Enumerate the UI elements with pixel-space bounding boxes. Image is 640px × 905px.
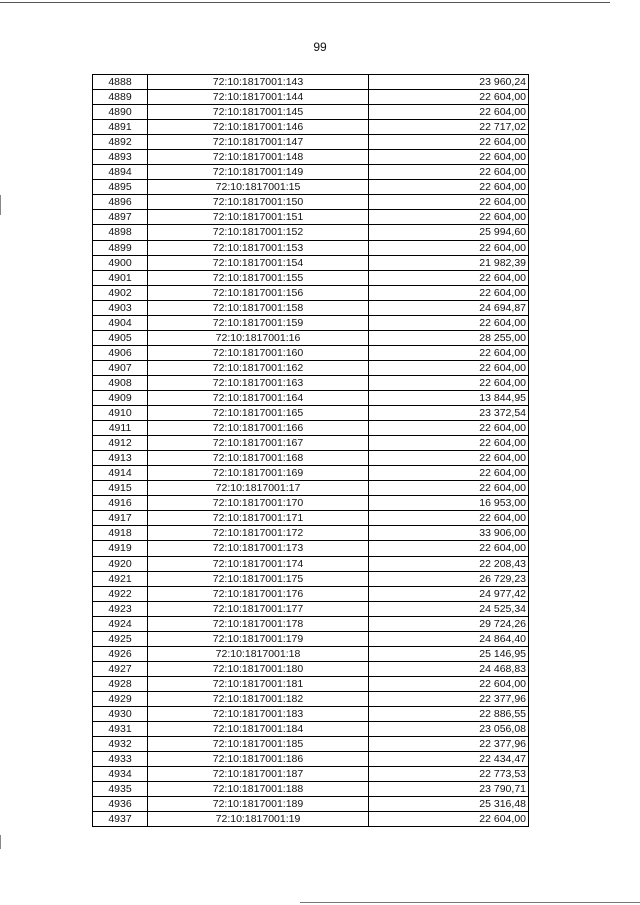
cadastral-value: 22 604,00 [369, 270, 529, 285]
cadastral-value: 22 604,00 [369, 481, 529, 496]
cadastral-number: 72:10:1817001:147 [148, 135, 369, 150]
cadastral-value: 22 208,43 [369, 556, 529, 571]
row-number: 4933 [93, 752, 148, 767]
row-number: 4894 [93, 165, 148, 180]
cadastral-value: 22 604,00 [369, 90, 529, 105]
row-number: 4931 [93, 722, 148, 737]
cadastral-value: 22 886,55 [369, 706, 529, 721]
cadastral-number: 72:10:1817001:143 [148, 75, 369, 90]
cadastral-number: 72:10:1817001:189 [148, 797, 369, 812]
cadastral-number: 72:10:1817001:177 [148, 601, 369, 616]
table-row [93, 526, 529, 541]
cadastral-number: 72:10:1817001:158 [148, 300, 369, 315]
cadastral-number: 72:10:1817001:155 [148, 270, 369, 285]
table-row [93, 436, 529, 451]
table-row [93, 195, 529, 210]
cadastral-value: 23 372,54 [369, 406, 529, 421]
cadastral-number: 72:10:1817001:148 [148, 150, 369, 165]
margin-mark [0, 195, 1, 215]
cadastral-number: 72:10:1817001:183 [148, 706, 369, 721]
cadastral-number: 72:10:1817001:151 [148, 210, 369, 225]
cadastral-value: 22 377,96 [369, 691, 529, 706]
cadastral-value: 22 604,00 [369, 180, 529, 195]
cadastral-number: 72:10:1817001:152 [148, 225, 369, 240]
table-row [93, 390, 529, 405]
row-number: 4914 [93, 466, 148, 481]
row-number: 4922 [93, 586, 148, 601]
row-number: 4893 [93, 150, 148, 165]
row-number: 4915 [93, 481, 148, 496]
cadastral-number: 72:10:1817001:185 [148, 737, 369, 752]
cadastral-number: 72:10:1817001:166 [148, 421, 369, 436]
row-number: 4927 [93, 661, 148, 676]
table-row [93, 135, 529, 150]
cadastral-value: 22 604,00 [369, 240, 529, 255]
table-row [93, 210, 529, 225]
cadastral-value: 25 146,95 [369, 646, 529, 661]
table-row [93, 180, 529, 195]
table-row [93, 722, 529, 737]
cadastral-value: 22 604,00 [369, 541, 529, 556]
row-number: 4902 [93, 285, 148, 300]
table-row [93, 752, 529, 767]
cadastral-value: 22 717,02 [369, 120, 529, 135]
cadastral-number: 72:10:1817001:146 [148, 120, 369, 135]
cadastral-value: 22 434,47 [369, 752, 529, 767]
table-row [93, 451, 529, 466]
row-number: 4910 [93, 406, 148, 421]
row-number: 4905 [93, 330, 148, 345]
row-number: 4920 [93, 556, 148, 571]
table-row [93, 586, 529, 601]
row-number: 4890 [93, 105, 148, 120]
row-number: 4912 [93, 436, 148, 451]
cadastral-value: 24 977,42 [369, 586, 529, 601]
table-row [93, 646, 529, 661]
table-row [93, 330, 529, 345]
row-number: 4919 [93, 541, 148, 556]
cadastral-value: 23 960,24 [369, 75, 529, 90]
cadastral-value: 22 604,00 [369, 812, 529, 827]
cadastral-value: 22 604,00 [369, 135, 529, 150]
cadastral-number: 72:10:1817001:181 [148, 676, 369, 691]
cadastral-value: 22 604,00 [369, 436, 529, 451]
row-number: 4913 [93, 451, 148, 466]
cadastral-number: 72:10:1817001:188 [148, 782, 369, 797]
table-row [93, 691, 529, 706]
row-number: 4900 [93, 255, 148, 270]
table-row [93, 315, 529, 330]
row-number: 4936 [93, 797, 148, 812]
cadastral-number: 72:10:1817001:184 [148, 722, 369, 737]
cadastral-number: 72:10:1817001:149 [148, 165, 369, 180]
cadastral-value: 22 604,00 [369, 511, 529, 526]
table-row [93, 360, 529, 375]
row-number: 4928 [93, 676, 148, 691]
row-number: 4892 [93, 135, 148, 150]
table-row [93, 120, 529, 135]
cadastral-value: 22 604,00 [369, 105, 529, 120]
cadastral-number: 72:10:1817001:156 [148, 285, 369, 300]
cadastral-number: 72:10:1817001:176 [148, 586, 369, 601]
cadastral-value: 22 604,00 [369, 451, 529, 466]
row-number: 4926 [93, 646, 148, 661]
table-row [93, 812, 529, 827]
table-row [93, 225, 529, 240]
row-number: 4889 [93, 90, 148, 105]
cadastral-value: 28 255,00 [369, 330, 529, 345]
row-number: 4906 [93, 345, 148, 360]
cadastral-number: 72:10:1817001:19 [148, 812, 369, 827]
row-number: 4911 [93, 421, 148, 436]
cadastral-number: 72:10:1817001:187 [148, 767, 369, 782]
cadastral-number: 72:10:1817001:174 [148, 556, 369, 571]
cadastral-value: 22 604,00 [369, 165, 529, 180]
table-row [93, 496, 529, 511]
cadastral-value: 22 604,00 [369, 421, 529, 436]
row-number: 4929 [93, 691, 148, 706]
table-row [93, 285, 529, 300]
cadastral-number: 72:10:1817001:153 [148, 240, 369, 255]
row-number: 4896 [93, 195, 148, 210]
cadastral-value: 22 604,00 [369, 315, 529, 330]
table-row [93, 481, 529, 496]
cadastral-number: 72:10:1817001:172 [148, 526, 369, 541]
cadastral-number: 72:10:1817001:171 [148, 511, 369, 526]
table-row [93, 406, 529, 421]
cadastral-number: 72:10:1817001:162 [148, 360, 369, 375]
row-number: 4935 [93, 782, 148, 797]
table-row [93, 616, 529, 631]
cadastral-value: 22 604,00 [369, 150, 529, 165]
table-row [93, 345, 529, 360]
table-row [93, 90, 529, 105]
cadastral-number: 72:10:1817001:168 [148, 451, 369, 466]
cadastral-value: 26 729,23 [369, 571, 529, 586]
table-row [93, 255, 529, 270]
row-number: 4898 [93, 225, 148, 240]
page-number: 99 [313, 40, 327, 54]
table-row [93, 571, 529, 586]
cadastral-value: 24 468,83 [369, 661, 529, 676]
cadastral-value: 22 604,00 [369, 195, 529, 210]
table-row [93, 466, 529, 481]
table-row [93, 511, 529, 526]
row-number: 4918 [93, 526, 148, 541]
row-number: 4934 [93, 767, 148, 782]
cadastral-number: 72:10:1817001:169 [148, 466, 369, 481]
row-number: 4924 [93, 616, 148, 631]
cadastral-number: 72:10:1817001:164 [148, 390, 369, 405]
cadastral-number: 72:10:1817001:150 [148, 195, 369, 210]
row-number: 4895 [93, 180, 148, 195]
cadastral-number: 72:10:1817001:182 [148, 691, 369, 706]
bottom-rule [300, 902, 640, 903]
margin-mark [0, 835, 1, 849]
table-row [93, 375, 529, 390]
cadastral-number: 72:10:1817001:178 [148, 616, 369, 631]
cadastral-value: 29 724,26 [369, 616, 529, 631]
table-row [93, 661, 529, 676]
table-row [93, 541, 529, 556]
cadastral-value: 23 056,08 [369, 722, 529, 737]
table-row [93, 706, 529, 721]
cadastral-value: 23 790,71 [369, 782, 529, 797]
row-number: 4917 [93, 511, 148, 526]
row-number: 4904 [93, 315, 148, 330]
cadastral-value: 22 773,53 [369, 767, 529, 782]
cadastral-value: 22 604,00 [369, 210, 529, 225]
row-number: 4901 [93, 270, 148, 285]
cadastral-value: 22 377,96 [369, 737, 529, 752]
row-number: 4923 [93, 601, 148, 616]
cadastral-number: 72:10:1817001:175 [148, 571, 369, 586]
cadastral-number: 72:10:1817001:15 [148, 180, 369, 195]
row-number: 4937 [93, 812, 148, 827]
cadastral-value: 22 604,00 [369, 676, 529, 691]
cadastral-value: 24 525,34 [369, 601, 529, 616]
table-row [93, 556, 529, 571]
cadastral-value: 13 844,95 [369, 390, 529, 405]
top-rule [0, 2, 610, 3]
cadastral-number: 72:10:1817001:170 [148, 496, 369, 511]
table-row [93, 270, 529, 285]
table-row [93, 421, 529, 436]
cadastral-number: 72:10:1817001:16 [148, 330, 369, 345]
cadastral-number: 72:10:1817001:173 [148, 541, 369, 556]
cadastral-value: 33 906,00 [369, 526, 529, 541]
table-row [93, 767, 529, 782]
cadastral-number: 72:10:1817001:154 [148, 255, 369, 270]
row-number: 4888 [93, 75, 148, 90]
table-row [93, 676, 529, 691]
row-number: 4925 [93, 631, 148, 646]
row-number: 4907 [93, 360, 148, 375]
row-number: 4897 [93, 210, 148, 225]
cadastral-value: 22 604,00 [369, 285, 529, 300]
table-row [93, 150, 529, 165]
row-number: 4921 [93, 571, 148, 586]
table-row [93, 737, 529, 752]
cadastral-number: 72:10:1817001:167 [148, 436, 369, 451]
cadastral-number: 72:10:1817001:179 [148, 631, 369, 646]
cadastral-value: 22 604,00 [369, 466, 529, 481]
cadastral-value: 25 316,48 [369, 797, 529, 812]
cadastral-number: 72:10:1817001:163 [148, 375, 369, 390]
row-number: 4916 [93, 496, 148, 511]
cadastral-value: 22 604,00 [369, 375, 529, 390]
cadastral-number: 72:10:1817001:18 [148, 646, 369, 661]
table-row [93, 240, 529, 255]
cadastral-number: 72:10:1817001:160 [148, 345, 369, 360]
table-row [93, 165, 529, 180]
cadastral-number: 72:10:1817001:159 [148, 315, 369, 330]
registry-rows [93, 75, 529, 827]
cadastral-value: 21 982,39 [369, 255, 529, 270]
table-row [93, 601, 529, 616]
registry-table [92, 74, 529, 827]
cadastral-value: 24 694,87 [369, 300, 529, 315]
cadastral-number: 72:10:1817001:145 [148, 105, 369, 120]
cadastral-value: 24 864,40 [369, 631, 529, 646]
row-number: 4908 [93, 375, 148, 390]
cadastral-number: 72:10:1817001:186 [148, 752, 369, 767]
row-number: 4909 [93, 390, 148, 405]
cadastral-value: 16 953,00 [369, 496, 529, 511]
table-row [93, 105, 529, 120]
row-number: 4891 [93, 120, 148, 135]
cadastral-value: 22 604,00 [369, 360, 529, 375]
cadastral-number: 72:10:1817001:165 [148, 406, 369, 421]
cadastral-number: 72:10:1817001:180 [148, 661, 369, 676]
table-row [93, 300, 529, 315]
row-number: 4932 [93, 737, 148, 752]
cadastral-value: 25 994,60 [369, 225, 529, 240]
row-number: 4899 [93, 240, 148, 255]
cadastral-number: 72:10:1817001:144 [148, 90, 369, 105]
cadastral-value: 22 604,00 [369, 345, 529, 360]
table-row [93, 797, 529, 812]
table-row [93, 75, 529, 90]
row-number: 4903 [93, 300, 148, 315]
cadastral-number: 72:10:1817001:17 [148, 481, 369, 496]
row-number: 4930 [93, 706, 148, 721]
table-row [93, 782, 529, 797]
table-row [93, 631, 529, 646]
